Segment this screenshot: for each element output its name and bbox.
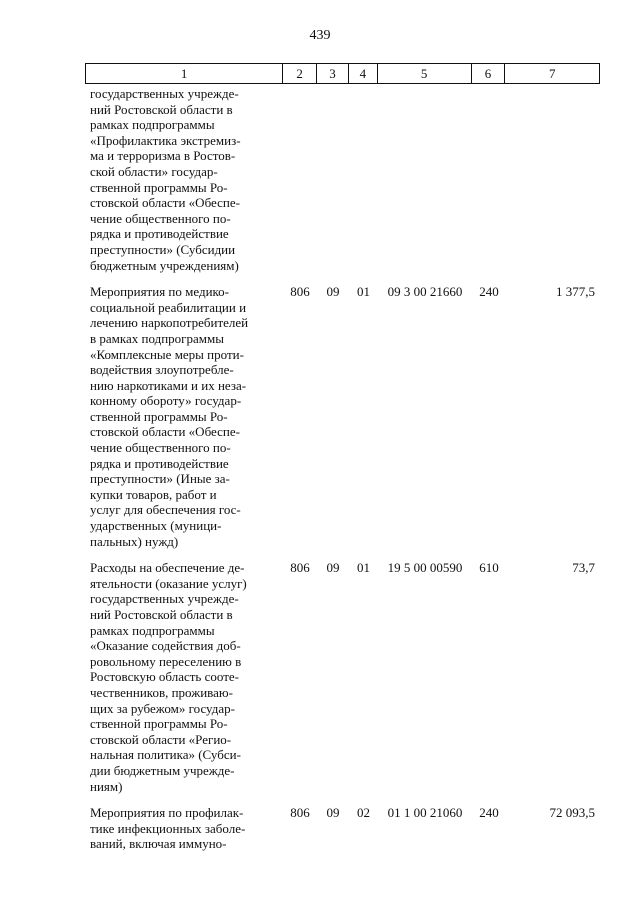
row-expense-type: 240 [479, 284, 499, 300]
row-ministry-code: 806 [290, 560, 310, 576]
row-target-article: 09 3 00 21660 [387, 284, 463, 300]
row-subsection-code: 01 [357, 284, 370, 300]
table-header [85, 63, 600, 84]
header-col-5: 5 [378, 64, 472, 83]
header-col-7: 7 [548, 66, 556, 81]
header-col-4: 4 [349, 64, 378, 83]
row-description: Мероприятия по медико- социальной реабилитации и лечению наркопотребителей в рамках подпрограммы «Комплексные меры проти- водействия злоупотребле- нию наркотиками и их неза- конному обороту» государ- ственной программы Ро- стовской области «Обеспе- чение общественного по- рядка и противодействие преступности» (Иные за- купки товаров, работ и услуг для обеспечения гос- ударственных (муници- пальных) нужд) [90, 284, 249, 549]
table-row [85, 284, 600, 549]
row-amount: 72 093,5 [549, 805, 595, 821]
row-amount: 1 377,5 [556, 284, 595, 300]
row-ministry-code: 806 [290, 805, 310, 821]
row-target-article: 01 1 00 21060 [387, 805, 463, 821]
row-ministry-code: 806 [290, 284, 310, 300]
row-description: Расходы на обеспечение де- ятельности (оказание услуг) государственных учрежде- ний Ростовской области в рамках подпрограммы «Оказание содействия доб- ровольному переселению в Ростовскую область сооте- чественников, проживаю- щих за рубежом» государ- ственной программы Ро- стовской области «Регио- нальная политика» (Субси- дии бюджетным учрежде- ниям) [90, 560, 247, 794]
row-description: Мероприятия по профилак- тике инфекционных заболе- ваний, включая иммуно- [90, 805, 246, 852]
row-section-code: 09 [326, 805, 340, 821]
row-expense-type: 240 [479, 805, 499, 821]
page-number: 439 [309, 28, 331, 43]
table-body [85, 86, 600, 852]
row-subsection-code: 01 [357, 560, 370, 576]
row-subsection-code: 02 [357, 805, 370, 821]
header-col-2: 2 [283, 64, 317, 83]
row-section-code: 09 [326, 560, 340, 576]
row-amount: 73,7 [572, 560, 595, 576]
header-col-1: 1 [86, 64, 283, 83]
table-row [85, 560, 600, 794]
table-row [85, 805, 600, 852]
row-description: государственных учрежде- ний Ростовской области в рамках подпрограммы «Профилактика экстремиз- ма и терроризма в Ростов- ской области» государ- ственной программы Ро- стовской области «Обеспе- чение общественного по- рядка и противодействие преступности» (Субсидии бюджетным учреждениям) [90, 86, 241, 273]
table-row [85, 86, 600, 273]
row-expense-type: 610 [479, 560, 499, 576]
header-col-6: 6 [472, 64, 506, 83]
row-target-article: 19 5 00 00590 [387, 560, 463, 576]
header-col-3: 3 [317, 64, 349, 83]
row-section-code: 09 [326, 284, 340, 300]
